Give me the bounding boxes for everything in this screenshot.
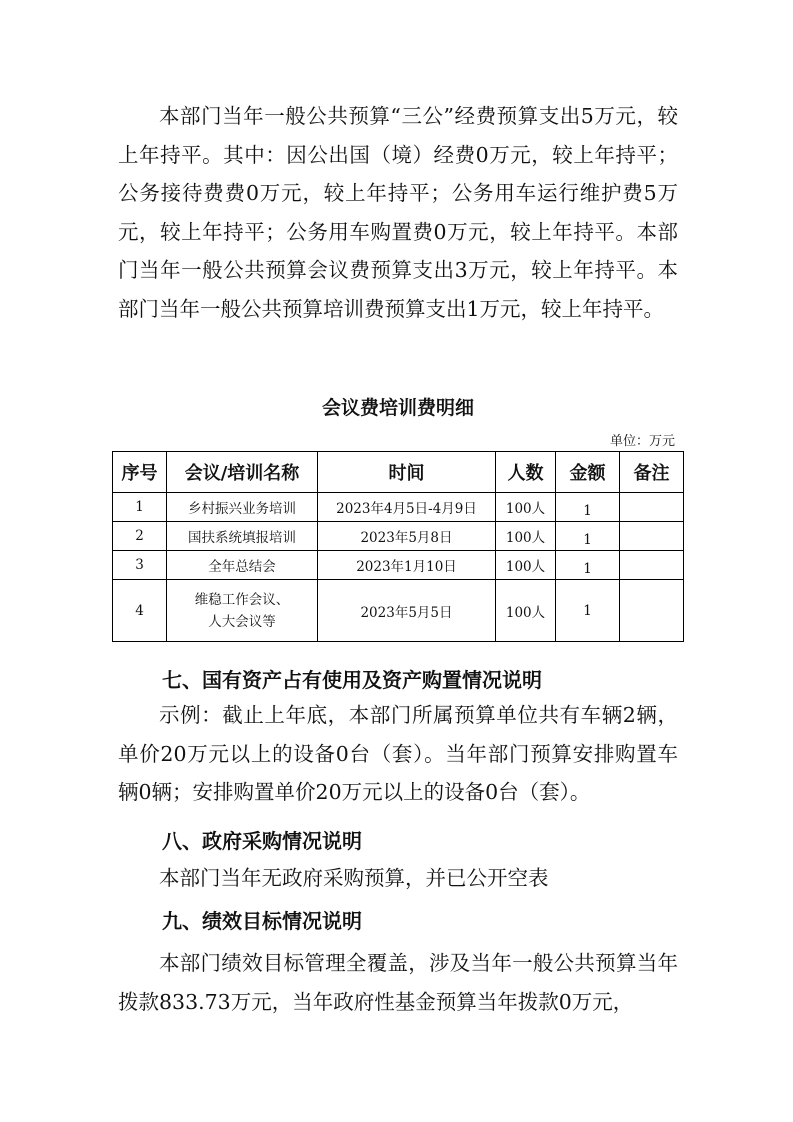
column-header-amount: 金额 [556, 452, 620, 493]
cell-index: 3 [113, 551, 167, 580]
table-title: 会议费培训费明细 [321, 397, 474, 419]
section8-body: 本部门当年无政府采购预算，并已公开空表 [159, 866, 549, 890]
cell-amount: 1 [556, 522, 620, 551]
cell-amount: 1 [556, 580, 620, 642]
column-header-time: 时间 [318, 452, 496, 493]
column-header-count: 人数 [496, 452, 556, 493]
cell-name: 乡村振兴业务培训 [167, 493, 318, 522]
cell-time: 2023年5月5日 [318, 580, 496, 642]
cell-remark [620, 580, 684, 642]
cell-time: 2023年5月8日 [318, 522, 496, 551]
meeting-training-table [112, 451, 684, 642]
cell-index: 2 [113, 522, 167, 551]
intro-paragraph: 本部门当年一般公共预算“三公”经费预算支出5万元，较上年持平。其中：因公出国（境）经费0万元，较上年持平；公务接待费费0万元，较上年持平；公务用车运行维护费5万元，较上年持平；公务用车购置费0万元，较上年持平。本部门当年一般公共预算会议费预算支出3万元，较上年持平。本部门当年一般公共预算培训费预算支出1万元，较上年持平。 [118, 104, 678, 321]
column-header-index: 序号 [113, 452, 167, 493]
table-row [113, 551, 684, 580]
cell-name: 维稳工作会议、人大会议等 [167, 580, 318, 642]
table-row [113, 580, 684, 642]
cell-name: 全年总结会 [167, 551, 318, 580]
cell-time: 2023年4月5日-4月9日 [318, 493, 496, 522]
table-header-row [113, 452, 684, 493]
table-unit-label: 单位：万元 [609, 434, 675, 449]
cell-count: 100人 [496, 580, 556, 642]
cell-count: 100人 [496, 551, 556, 580]
cell-count: 100人 [496, 493, 556, 522]
cell-index: 1 [113, 493, 167, 522]
cell-remark [620, 493, 684, 522]
cell-name: 国扶系统填报培训 [167, 522, 318, 551]
cell-remark [620, 551, 684, 580]
section9-body: 本部门绩效目标管理全覆盖，涉及当年一般公共预算当年拨款833.73万元，当年政府性基金预算当年拨款0万元， [118, 951, 678, 1014]
table-row [113, 522, 684, 551]
cell-amount: 1 [556, 493, 620, 522]
column-header-name: 会议/培训名称 [167, 452, 318, 493]
section8-heading: 八、政府采购情况说明 [162, 829, 362, 853]
column-header-remark: 备注 [620, 452, 684, 493]
cell-count: 100人 [496, 522, 556, 551]
section7-heading: 七、国有资产占有使用及资产购置情况说明 [162, 668, 542, 692]
cell-remark [620, 522, 684, 551]
table-row [113, 493, 684, 522]
section9-heading: 九、绩效目标情况说明 [162, 909, 362, 933]
cell-time: 2023年1月10日 [318, 551, 496, 580]
cell-index: 4 [113, 580, 167, 642]
section7-body: 示例：截止上年底，本部门所属预算单位共有车辆2辆，单价20万元以上的设备0台（套）。当年部门预算安排购置车辆0辆；安排购置单价20万元以上的设备0台（套）。 [118, 703, 678, 804]
cell-amount: 1 [556, 551, 620, 580]
